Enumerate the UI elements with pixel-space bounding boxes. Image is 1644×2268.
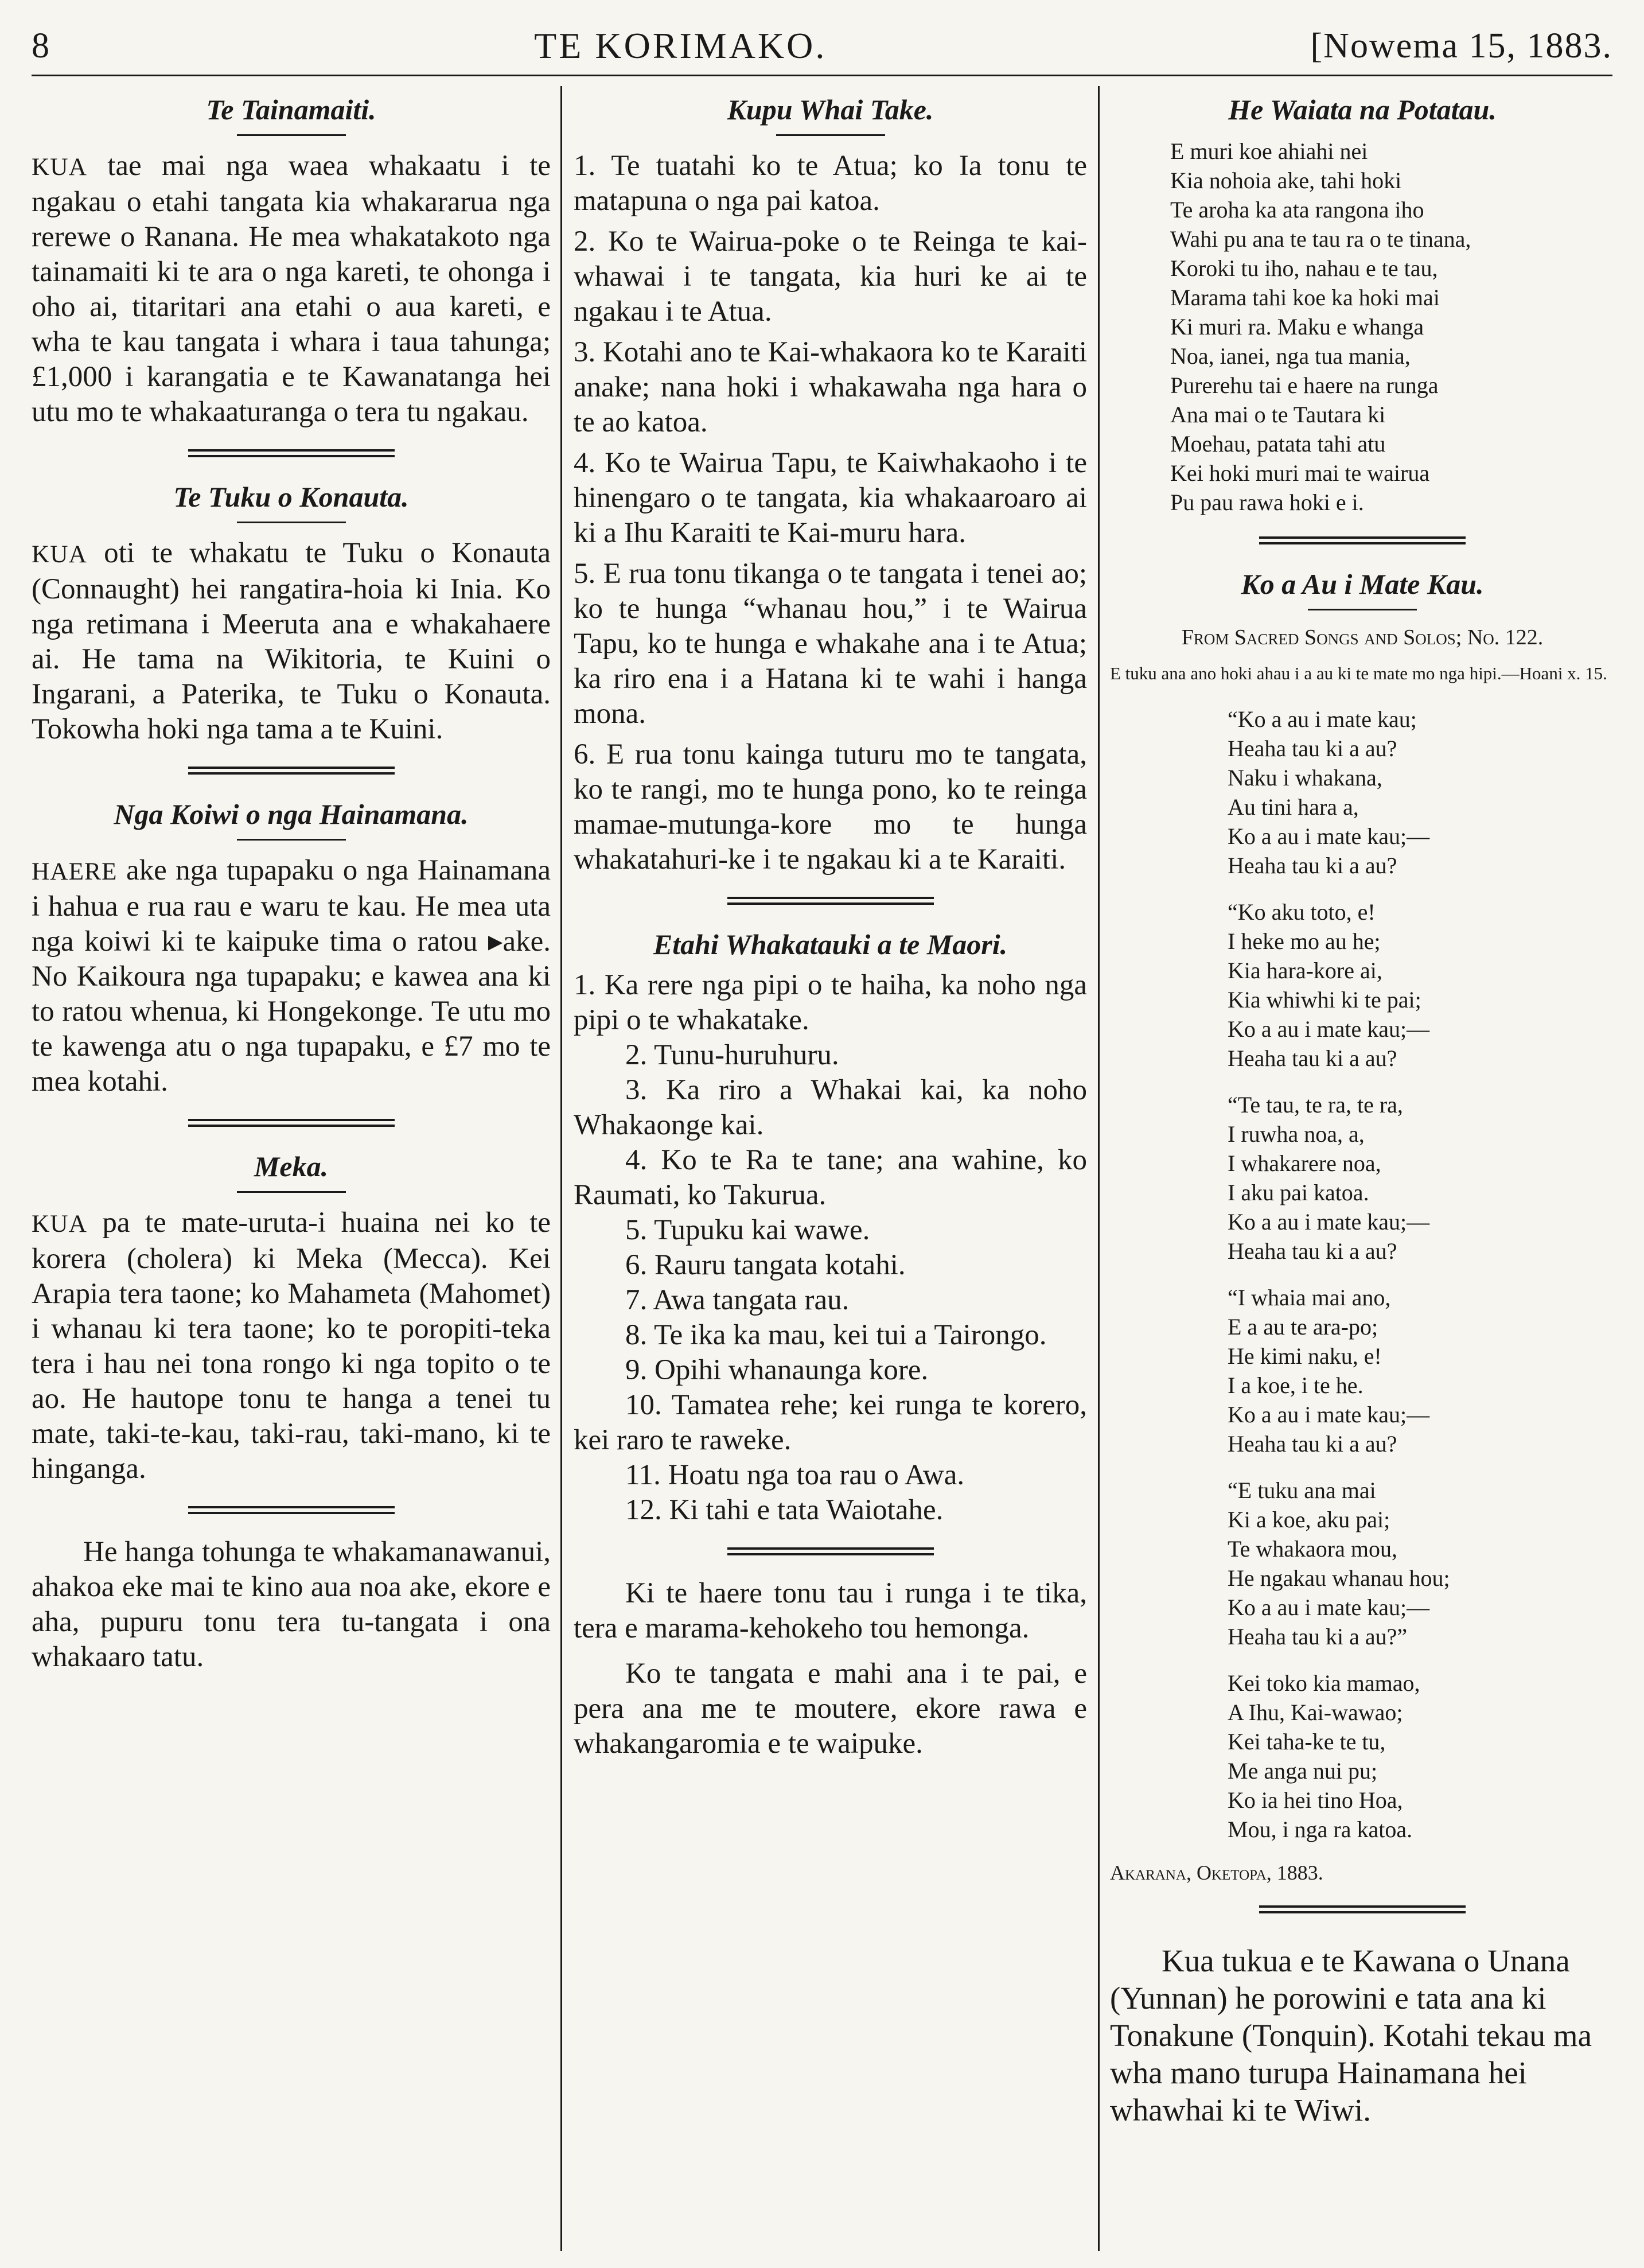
list-item: 3. Kotahi ano te Kai-whakaora ko te Karaiti anake; nana hoki i whakawaha nga hara o te ao katoa. (574, 336, 1087, 438)
stanza-line: “I whaia mai ano, (1228, 1285, 1391, 1310)
poem-line: Ki muri ra. Maku e whanga (1170, 314, 1424, 340)
stanza-line: Naku i whakana, (1228, 765, 1382, 791)
article-title: Nga Koiwi o nga Hainamana. (114, 798, 469, 830)
list-item: 1. Te tuatahi ko te Atua; ko Ia tonu te matapuna o nga pai katoa. (574, 150, 1087, 217)
stanza-line: Me anga nui pu; (1228, 1758, 1378, 1784)
section-separator (727, 1547, 934, 1555)
list-item: 6. Rauru tangata kotahi. (625, 1249, 906, 1281)
list-item: 11. Hoatu nga toa rau o Awa. (625, 1459, 965, 1491)
title-rule (237, 839, 346, 841)
hymn-title: Ko a Au i Mate Kau. (1241, 568, 1484, 600)
stanza (1228, 1668, 1615, 1844)
scripture-reference: E tuku ana ano hoki ahau i a au ki te mate mo nga hipi.—Hoani x. 15. (1110, 663, 1607, 683)
title-rule (1308, 609, 1417, 610)
article-body: KUA tae mai nga waea whakaatu i te ngakau o etahi tangata kia whakararua nga rerewe o Ranana. He mea whakatakoto nga tainamaiti ki te ara o nga kareti, te ohonga i oho ai, titaritari ana etahi o aua kareti, e wha te kau tangata i whara i taua tahunga; £1,000 i karangatia e te Kawanatanga hei utu mo te whakaaturanga o tera tu ngakau. (32, 150, 551, 428)
poem-line: Marama tahi koe ka hoki mai (1170, 285, 1440, 310)
list-item: 2. Tunu-huruhuru. (625, 1039, 839, 1071)
article-body: He hanga tohunga te whakamanawanui, ahakoa eke mai te kino aua noa ake, ekore e aha, pupuru tonu tera tu-tangata i ona whakaaro tatu. (32, 1536, 551, 1673)
poem-line: Kia nohoia ake, tahi hoki (1170, 168, 1402, 193)
column-3 (1110, 86, 1615, 2251)
section-separator (188, 767, 395, 775)
stanza-line: Heaha tau ki a au? (1228, 736, 1397, 761)
stanza-line: Heaha tau ki a au? (1228, 1238, 1397, 1264)
stanza-line: Kei taha-ke te tu, (1228, 1729, 1386, 1755)
section-separator (727, 897, 934, 905)
poem-line: Ana mai o te Tautara ki (1170, 402, 1386, 427)
stanza-line: Au tini hara a, (1228, 794, 1359, 820)
stanza-line: Heaha tau ki a au? (1228, 1431, 1397, 1457)
page-number: 8 (32, 26, 50, 65)
list-item: 12. Ki tahi e tata Waiotahe. (625, 1494, 944, 1526)
stanza-line: “Te tau, te ra, te ra, (1228, 1092, 1403, 1118)
stanza-line: I ruwha noa, a, (1228, 1121, 1365, 1147)
stanza-line: He ngakau whanau hou; (1228, 1565, 1450, 1591)
poem-line: Noa, ianei, nga tua mania, (1170, 343, 1411, 369)
newspaper-title: TE KORIMAKO. (534, 25, 827, 66)
title-rule (776, 134, 885, 136)
list-item: 9. Opihi whanaunga kore. (625, 1354, 929, 1386)
hymn-stanzas (1110, 705, 1615, 1844)
poem-line: Wahi pu ana te tau ra o te tinana, (1170, 226, 1471, 252)
stanza-line: “Ko a au i mate kau; (1228, 706, 1417, 732)
stanza-line: I heke mo au he; (1228, 928, 1381, 954)
issue-date: [Nowema 15, 1883. (1310, 26, 1612, 65)
stanza-line: Heaha tau ki a au? (1228, 1045, 1397, 1071)
stanza-line: A Ihu, Kai-wawao; (1228, 1699, 1403, 1725)
stanza-line: “E tuku ana mai (1228, 1477, 1376, 1503)
article-title: Te Tainamaiti. (206, 94, 376, 126)
stanza-line: Kia whiwhi ki te pai; (1228, 987, 1421, 1013)
stanza-line: I whakarere noa, (1228, 1150, 1381, 1176)
article-body: Ko te tangata e mahi ana i te pai, e pera ana me te moutere, ekore rawa e whakangaromia e te waipuke. (574, 1658, 1087, 1760)
list-item: 6. E rua tonu kainga tuturu mo te tangata, ko te rangi, mo te hunga pono, ko te reinga mamae-mutunga-kore mo te hunga whakatahuri-ke i te ngakau ki a te Karaiti. (574, 738, 1087, 876)
stanza-line: Heaha tau ki a au?” (1228, 1624, 1408, 1650)
stanza-line: Ko a au i mate kau;— (1228, 823, 1430, 849)
page-header (32, 23, 1612, 69)
stanza-line: Te whakaora mou, (1228, 1536, 1397, 1562)
stanza (1228, 1090, 1615, 1266)
list-item: 7. Awa tangata rau. (625, 1284, 850, 1316)
article-title: Kupu Whai Take. (727, 94, 934, 126)
title-rule (237, 134, 346, 136)
stanza-line: Ki a koe, aku pai; (1228, 1507, 1390, 1532)
article-title: Te Tuku o Konauta. (173, 481, 409, 513)
stanza-line: Kia hara-kore ai, (1228, 958, 1382, 983)
title-rule (237, 522, 346, 523)
article-body: KUA oti te whakatu te Tuku o Konauta (Connaught) hei rangatira-hoia ki Inia. Ko nga retimana i Meeruta ana e whakahaere ai. He tama na Wikitoria, te Kuini o Ingarani, a Paterika, te Tuku o Konauta. Tokowha hoki nga tama a te Kuini. (32, 537, 551, 745)
article-body: Kua tukua e te Kawana o Unana (Yunnan) he porowini e tata ana ki Tonakune (Tonquin). Kotahi tekau ma wha mano turupa Hainamana hei whawhai ki te Wiwi. (1110, 1943, 1592, 2127)
list-item: 3. Ka riro a Whakai kai, ka noho Whakaonge kai. (574, 1074, 1087, 1141)
list-item: 1. Ka rere nga pipi o te haiha, ka noho nga pipi o te whakatake. (574, 969, 1087, 1036)
stanza (1228, 897, 1615, 1073)
section-separator (1259, 536, 1466, 544)
title-rule (237, 1191, 346, 1193)
list-item: 4. Ko te Ra te tane; ana wahine, ko Raumati, ko Takurua. (574, 1144, 1087, 1211)
hymn-source: From Sacred Songs and Solos; No. 122. (1181, 625, 1544, 649)
section-separator (188, 1119, 395, 1127)
list-item: 8. Te ika ka mau, kei tui a Tairongo. (625, 1319, 1047, 1351)
article-body: Ki te haere tonu tau i runga i te tika, tera e marama-kehokeho tou hemonga. (574, 1577, 1087, 1644)
list-item: 10. Tamatea rehe; kei runga te korero, kei raro te raweke. (574, 1389, 1087, 1456)
proverb-list (574, 968, 1087, 1528)
column-divider-2 (1098, 86, 1100, 2251)
stanza-line: Ko ia hei tino Hoa, (1228, 1787, 1403, 1813)
poem-line: Te aroha ka ata rangona iho (1170, 197, 1424, 223)
article-title: Etahi Whakatauki a te Maori. (653, 928, 1008, 960)
list-item: 4. Ko te Wairua Tapu, te Kaiwhakaoho i te hinengaro o te tangata, kia whakaaroaro ai ki a Ihu Karaiti te Kai-muru hara. (574, 447, 1087, 549)
poem-line: Koroki tu iho, nahau e te tau, (1170, 255, 1438, 281)
stanza-line: Ko a au i mate kau;— (1228, 1209, 1430, 1235)
poem-line: Moehau, patata tahi atu (1170, 431, 1386, 457)
stanza (1228, 1283, 1615, 1458)
numbered-list (574, 149, 1087, 877)
stanza-line: Mou, i nga ra katoa. (1228, 1816, 1413, 1842)
stanza-line: I a koe, i te he. (1228, 1372, 1363, 1398)
column-2 (574, 86, 1087, 2251)
stanza (1228, 1476, 1615, 1651)
signature-line: Akarana, Oketopa, 1883. (1110, 1861, 1323, 1884)
poem-line: Purerehu tai e haere na runga (1170, 372, 1439, 398)
stanza-line: “Ko aku toto, e! (1228, 899, 1376, 925)
poem-line: E muri koe ahiahi nei (1170, 138, 1368, 164)
poem (1110, 137, 1615, 517)
stanza-line: Ko a au i mate kau;— (1228, 1016, 1430, 1042)
stanza-line: Ko a au i mate kau;— (1228, 1594, 1430, 1620)
section-separator (188, 449, 395, 457)
stanza-line: Heaha tau ki a au? (1228, 853, 1397, 878)
list-item: 5. E rua tonu tikanga o te tangata i tenei ao; ko te hunga “whanau hou,” i te Wairua Tapu, ko te hunga e whakahe ana i te Atua; ka riro ena i a Hatana ki te wahi i hanga mona. (574, 558, 1087, 730)
list-item: 5. Tupuku kai wawe. (625, 1214, 870, 1246)
stanza-line: Kei toko kia mamao, (1228, 1670, 1420, 1696)
stanza-line: He kimi naku, e! (1228, 1343, 1382, 1369)
stanza-line: Ko a au i mate kau;— (1228, 1402, 1430, 1427)
article-title: Meka. (254, 1150, 329, 1182)
stanza (1228, 705, 1615, 880)
column-1 (32, 86, 551, 2251)
article-body: HAERE ake nga tupapaku o nga Hainamana i hahua e rua rau e waru te kau. He mea uta nga koiwi ki te kaipuke tima o ratou ▸ake. No Kaikoura nga tupapaku; e kawea ana ki to ratou whenua, ki Hongekonge. Te utu mo te kawenga atu o nga tupapaku, e £7 mo te mea kotahi. (32, 854, 551, 1098)
section-separator (188, 1506, 395, 1514)
poem-line: Kei hoki muri mai te wairua (1170, 460, 1430, 486)
list-item: 2. Ko te Wairua-poke o te Reinga te kai-whawai i te tangata, kia huri ke ai te ngakau i te Atua. (574, 225, 1087, 328)
poem-line: Pu pau rawa hoki e i. (1170, 489, 1364, 515)
column-divider-1 (560, 86, 562, 2251)
header-rule (32, 75, 1612, 76)
article-body: KUA pa te mate-uruta-i huaina nei ko te korera (cholera) ki Meka (Mecca). Kei Arapia tera taone; ko Mahameta (Mahomet) i whanau ki tera taone; ko te poropiti-teka tera i hau nei tona rongo ki nga topito o te ao. He hautope tonu te hanga a tenei tu mate, taki-te-kau, taki-rau, taki-mano, ki te hinganga. (32, 1207, 551, 1485)
poem-title: He Waiata na Potatau. (1228, 94, 1497, 126)
stanza-line: I aku pai katoa. (1228, 1180, 1369, 1205)
stanza-line: E a au te ara-po; (1228, 1314, 1378, 1340)
section-separator (1259, 1905, 1466, 1913)
